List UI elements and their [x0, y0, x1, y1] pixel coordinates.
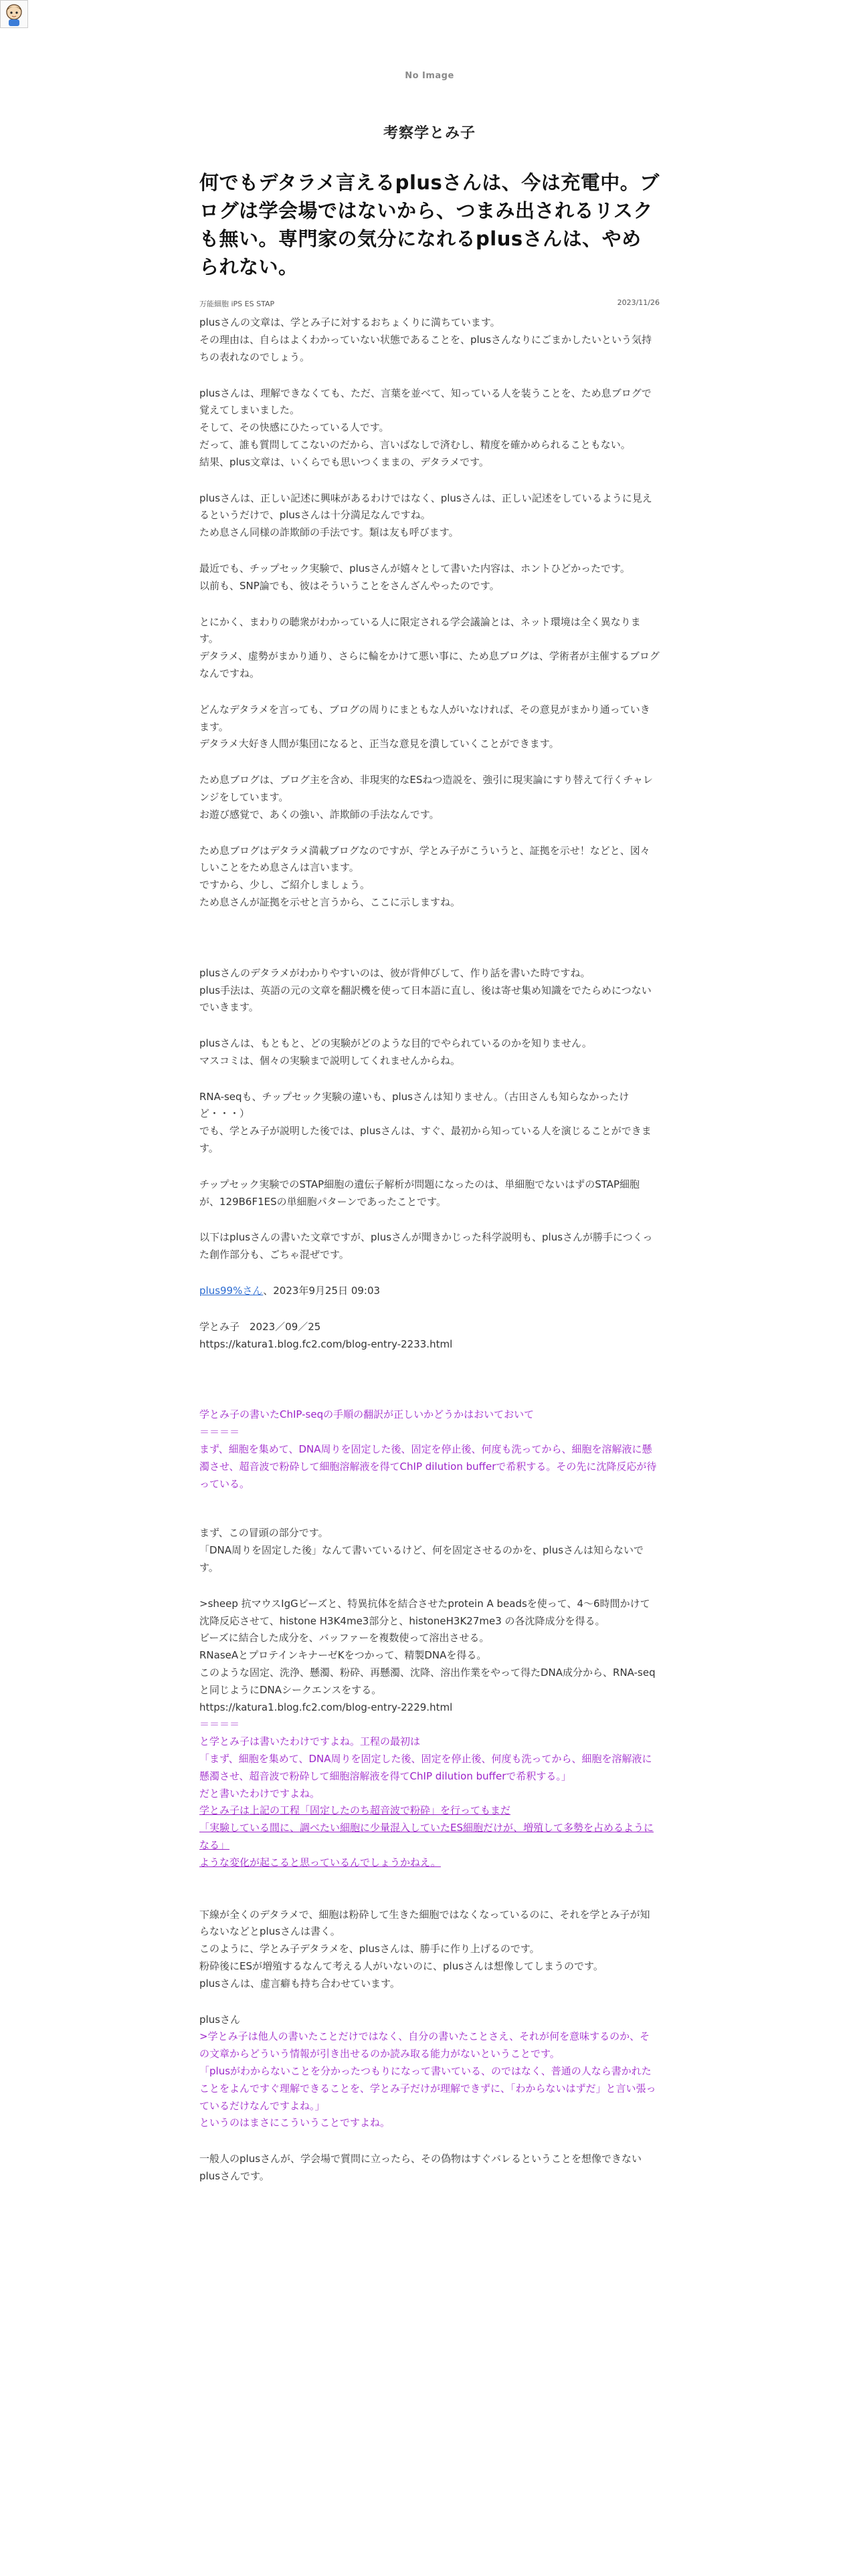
- paragraph-line: そして、その快感にひたっている人です。: [199, 421, 389, 434]
- spacer: [199, 1372, 660, 1406]
- paragraph-line: RNA-seqも、チップセック実験の違いも、plusさんは知りません。（古田さんも知らなかったけど・・・）: [199, 1090, 630, 1120]
- paragraph-line: 結果、plus文章は、いくらでも思いつくままの、デタラメです。: [199, 455, 489, 468]
- paragraph-line: ビーズに結合した成分を、バッファーを複数使って溶出させる。: [199, 1632, 490, 1644]
- paragraph-line: ため息ブログは、ブログ主を含め、非現実的なESねつ造説を、強引に現実論にすり替えて行くチャレンジをしています。: [199, 774, 653, 803]
- paragraph-line: 以下はplusさんの書いた文章ですが、plusさんが聞きかじった科学説明も、plusさんが勝手につくった創作部分も、ごちゃ混ぜです。: [199, 1231, 653, 1261]
- entry-title[interactable]: 何でもデタラメ言えるplusさんは、今は充電中。ブログは学会場ではないから、つまみ出されるリスクも無い。専門家の気分になれるplusさんは、やめられない。: [199, 171, 660, 279]
- paragraph-line: 「DNA周りを固定した後」なんて書いているけど、何を固定させるのかを、plusさんは知らないです。: [199, 1544, 644, 1574]
- quoted-block: [199, 1406, 660, 1493]
- paragraph-group: [199, 314, 660, 1264]
- paragraph: [199, 772, 660, 823]
- paragraph: [199, 1596, 660, 1717]
- entry-date: 2023/11/26: [617, 298, 660, 308]
- paragraph-line: デタラメ大好き人間が集団になると、正当な意見を潰していくことができます。: [199, 738, 559, 750]
- commenter-link[interactable]: plus99%さん: [199, 1285, 264, 1297]
- paragraph: [199, 490, 660, 542]
- comment-timestamp: 、2023年9月25日 09:03: [263, 1285, 381, 1297]
- paragraph-line: 最近でも、チップセック実験で、plusさんが嬉々として書いた内容は、ホントひどかったです。: [199, 562, 630, 574]
- paragraph-line: でも、学とみ子が説明した後では、plusさんは、すぐ、最初から知っている人を演じることができます。: [199, 1125, 652, 1155]
- paragraph-line: まず、この冒頭の部分です。: [199, 1527, 328, 1539]
- paragraph-line: お遊び感覚で、あくの強い、詐欺師の手法なんです。: [199, 808, 440, 821]
- quoted-line: 学とみ子の書いたChIP-seqの手順の翻訳が正しいかどうかはおいておいて: [199, 1408, 535, 1421]
- quoted-line: ＝＝＝＝: [199, 1718, 240, 1731]
- paragraph-line: 一般人のplusさんが、学会場で質問に立ったら、その偽物はすぐバレるということを想像できないplusさんです。: [199, 2153, 642, 2182]
- paragraph-line: デタラメ、虚勢がまかり通り、さらに輪をかけて悪い事に、ため息ブログは、学術者が主催するブログなんですね。: [199, 650, 660, 679]
- quoted-line: と学とみ子は書いたわけですよね。工程の最初は: [199, 1735, 421, 1748]
- paragraph-url: https://katura1.blog.fc2.com/blog-entry-2229.html: [199, 1701, 453, 1713]
- paragraph-line: ため息ブログはデタラメ満載ブログなのですが、学とみ子がこういうと、証拠を示せ！などと、図々しいことをため息さんは言います。: [199, 844, 650, 874]
- quoted-line: まず、細胞を集めて、DNA周りを固定した後、固定を停止後、何度も洗ってから、細胞を溶解液に懸濁させ、超音波で粉砕して細胞溶解液を得てChIP dilution bufferで希釈する。その先に沈降反応が待っている。: [199, 1443, 657, 1490]
- quote-header: [199, 1283, 660, 1300]
- blog-title[interactable]: 考察学とみ子: [383, 125, 476, 142]
- quoted-line: 「まず、細胞を集めて、DNA周りを固定した後、固定を停止後、何度も洗ってから、細胞を溶解液に懸濁させ、超音波で粉砕して細胞溶解液を得てChIP dilution bufferで希釈する。」: [199, 1753, 652, 1782]
- paragraph-line: plus手法は、英語の元の文章を翻訳機を使って日本語に直し、後は寄せ集め知識をでたらめにつないでいきます。: [199, 984, 652, 1014]
- paragraph: [199, 965, 660, 1016]
- paragraph-line: plusさんは、虚言癖も持ち合わせています。: [199, 1977, 400, 1990]
- quoted-line: 「plusがわからないことを分かったつもりになって書いている、のではなく、普通の人なら書かれたことをよんですぐ理解できることを、学とみ子だけが理解できずに、「わからないはずだ」と言い張っているだけなんですよね。」: [199, 2064, 656, 2112]
- entry-tags[interactable]: 万能細胞 iPS ES STAP: [199, 300, 275, 309]
- paragraph: [199, 1176, 660, 1211]
- paragraph-line: その理由は、自らはよくわかっていない状態であることを、plusさんなりにごまかしたいという気持ちの表れなのでしょう。: [199, 333, 652, 363]
- chibi-character-icon: [1, 1, 27, 27]
- paragraph-line: plusさんのデタラメがわかりやすいのは、彼が背伸びして、作り話を書いた時ですね。: [199, 966, 591, 979]
- spacer: [199, 1511, 660, 1525]
- quoted-line: ＝＝＝＝: [199, 1426, 240, 1438]
- paragraph-line: このように、学とみ子デタラメを、plusさんは、勝手に作り上げるのです。: [199, 1943, 540, 1955]
- paragraph-line: >sheep 抗マウスIgGビーズと、特異抗体を結合させたprotein A beadsを使って、4〜6時間かけて沈降反応させて、histone H3K4me3部分と、histoneH3K27me3 の各沈降成分を得る。: [199, 1597, 650, 1627]
- paragraph: [199, 1525, 660, 1576]
- header-image-placeholder: No Image: [405, 71, 454, 81]
- quoted-line: というのはまさにこういうことですよね。: [199, 2117, 391, 2129]
- quote-line: 学とみ子 2023／09／25: [199, 1320, 321, 1333]
- paragraph-line: plusさんは、正しい記述に興味があるわけではなく、plusさんは、正しい記述をしているように見えるというだけで、plusさんは十分満足なんですね。: [199, 492, 652, 522]
- paragraph-line: とにかく、まわりの聴衆がわかっている人に限定される学会議論とは、ネット環境は全く異なります。: [199, 615, 641, 645]
- paragraph: [199, 702, 660, 753]
- article: [199, 169, 660, 2204]
- paragraph-line: チップセック実験でのSTAP細胞の遺伝子解析が問題になったのは、単細胞でないはずのSTAP細胞が、129B6F1ESの単細胞パターンであったことです。: [199, 1178, 640, 1208]
- paragraph-line: このような固定、洗浄、懸濁、粉砕、再懸濁、沈降、溶出作業をやって得たDNA成分から、RNA-seqと同じようにDNAシークエンスをする。: [199, 1667, 656, 1696]
- paragraph-line: だって、誰も質問してこないのだから、言いばなしで済むし、精度を確かめられることもない。: [199, 438, 631, 451]
- quoted-line: だと書いたわけですよね。: [199, 1787, 320, 1800]
- paragraph-line: ですから、少し、ご紹介しましょう。: [199, 879, 371, 891]
- paragraph: [199, 1907, 660, 1993]
- paragraph: [199, 1035, 660, 1070]
- paragraph: [199, 1089, 660, 1158]
- entry-body: [199, 314, 660, 2185]
- paragraph: [199, 314, 660, 366]
- paragraph-line: RNaseAとプロテインキナーゼKをつかって、精製DNAを得る。: [199, 1649, 487, 1662]
- paragraph-line: 以前も、SNP論でも、彼はそういうことをさんざんやったのです。: [199, 579, 500, 592]
- paragraph-line: plusさん: [199, 2013, 241, 2026]
- quote-source: [199, 1319, 660, 1354]
- paragraph-line: plusさんは、もともと、どの実験がどのような目的でやられているのかを知りません。: [199, 1037, 592, 1050]
- paragraph: [199, 560, 660, 595]
- entry-meta: [199, 298, 660, 309]
- paragraph-line: マスコミは、個々の実験まで説明してくれませんからね。: [199, 1054, 461, 1067]
- quote-url: https://katura1.blog.fc2.com/blog-entry-2233.html: [199, 1337, 453, 1350]
- paragraph-line: 下線が全くのデタラメで、細胞は粉砕して生きた細胞ではなくなっているのに、それを学とみ子が知らないなどとplusさんは書く。: [199, 1908, 650, 1938]
- paragraph-line: plusさんは、理解できなくても、ただ、言葉を並べて、知っている人を装うことを、ため息ブログで覚えてしまいました。: [199, 387, 652, 417]
- quoted-line: >学とみ子は他人の書いたことだけではなく、自分の書いたことさえ、それが何を意味するのか、その文章からどういう情報が引き出せるのか読み取る能力がないということです。: [199, 2030, 650, 2060]
- spacer: [199, 1891, 660, 1907]
- quoted-block: [199, 1716, 660, 1802]
- paragraph-line: plusさんの文章は、学とみ子に対するおちょくりに満ちています。: [199, 316, 500, 329]
- paragraph: [199, 1229, 660, 1264]
- avatar[interactable]: [0, 0, 28, 28]
- quoted-line: 「実験している間に、調べたい細胞に少量混入していたES細胞だけが、増殖して多勢を占めるようになる」: [199, 1822, 654, 1851]
- paragraph: [199, 843, 660, 911]
- paragraph-line: ため息さんが証拠を示せと言うから、ここに示しますね。: [199, 895, 461, 908]
- paragraph: [199, 2151, 660, 2185]
- paragraph: [199, 385, 660, 471]
- paragraph: [199, 2012, 660, 2133]
- spacer: [199, 930, 660, 965]
- paragraph-line: どんなデタラメを言っても、ブログの周りにまともな人がいなければ、その意見がまかり通っていきます。: [199, 703, 650, 733]
- paragraph: [199, 614, 660, 683]
- quoted-line: 学とみ子は上記の工程「固定したのち超音波で粉砕」を行ってもまだ: [199, 1804, 511, 1817]
- quoted-line: ような変化が起こると思っているんでしょうかねえ。: [199, 1856, 441, 1868]
- paragraph-line: ため息さん同様の詐欺師の手法です。類は友も呼びます。: [199, 526, 459, 539]
- paragraph-line: 粉砕後にESが増殖するなんて考える人がいないのに、plusさんは想像してしまうのです。: [199, 1959, 603, 1972]
- underlined-quote: [199, 1802, 660, 1871]
